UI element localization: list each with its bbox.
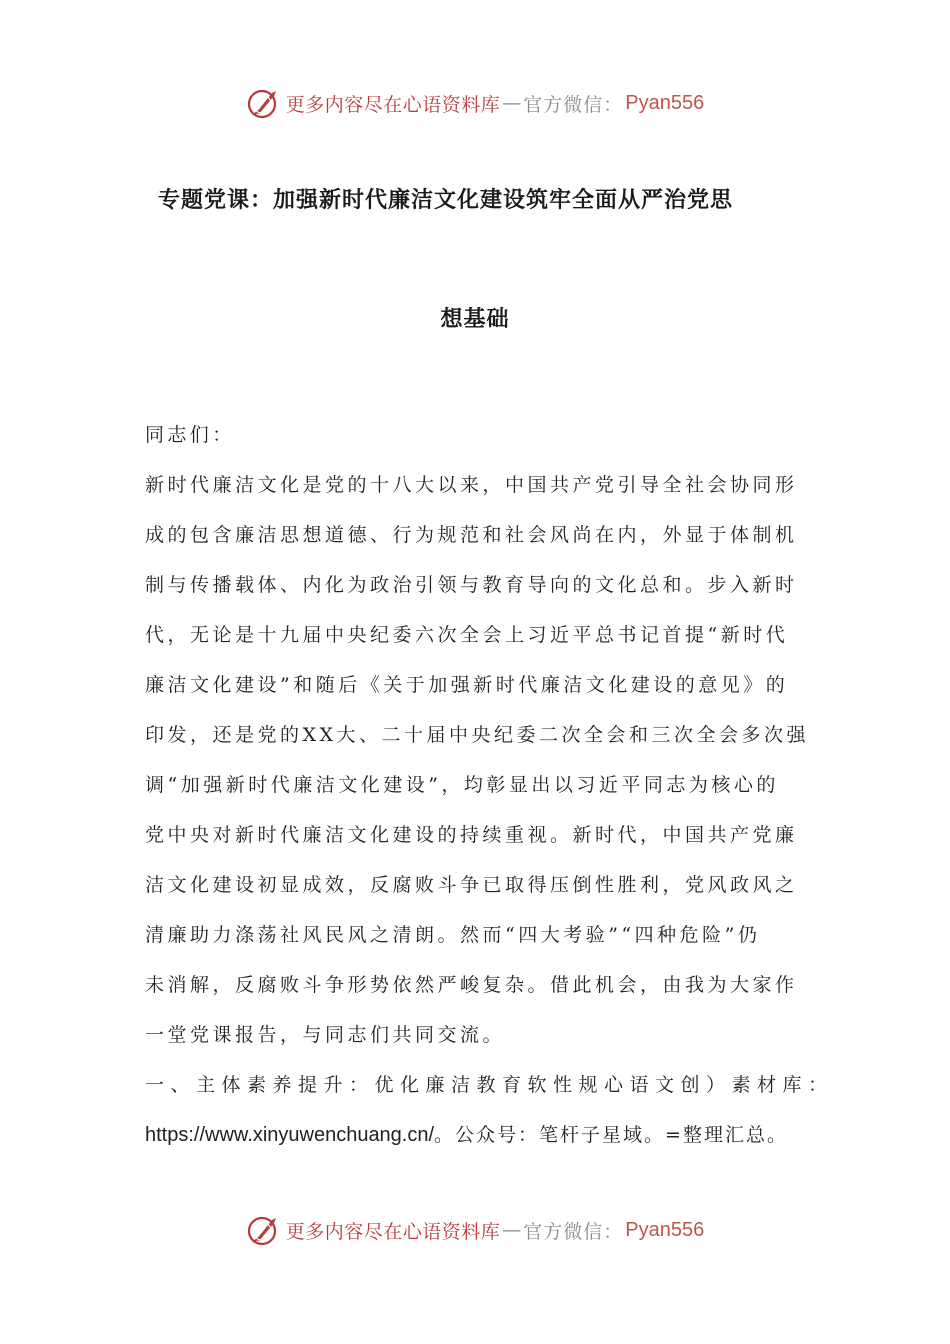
paragraph-line: 调“加强新时代廉洁文化建设”，均彰显出以习近平同志为核心的 xyxy=(145,774,779,796)
watermark-wechat-id: Pyan556 xyxy=(625,91,705,114)
paragraph-line: 洁文化建设初显成效，反腐败斗争已取得压倒性胜利，党风政风之 xyxy=(145,874,798,896)
watermark-dash: — xyxy=(502,1219,522,1241)
greeting: 同志们： xyxy=(145,424,235,446)
watermark-official-label: 官方微信： xyxy=(523,93,624,116)
bottom-watermark-banner xyxy=(0,1210,950,1250)
section-heading: 一、主体素养提升：优化廉洁教育软性规心语文创）素材库： xyxy=(145,1074,834,1096)
paragraph-line: 党中央对新时代廉洁文化建设的持续重视。新时代，中国共产党廉 xyxy=(145,824,798,846)
url-line xyxy=(145,1120,788,1147)
watermark-brand-text: 更多内容尽在心语资料库 xyxy=(285,1220,501,1243)
paragraph-line: 印发，还是党的XX大、二十届中央纪委二次全会和三次全会多次强 xyxy=(145,724,810,746)
paragraph-line: 未消解，反腐败斗争形势依然严峻复杂。借此机会，由我为大家作 xyxy=(145,974,798,996)
watermark-official-label: 官方微信： xyxy=(523,1220,624,1243)
paragraph-line: 廉洁文化建设”和随后《关于加强新时代廉洁文化建设的意见》的 xyxy=(145,674,789,696)
quill-pen-logo-icon xyxy=(246,85,282,121)
document-title-line-2: 想基础 xyxy=(440,307,510,332)
document-title-line-1: 专题党课：加强新时代廉洁文化建设筑牢全面从严治党思 xyxy=(158,188,734,213)
watermark-wechat-id: Pyan556 xyxy=(625,1218,705,1241)
paragraph-line: 新时代廉洁文化是党的十八大以来，中国共产党引导全社会协同形 xyxy=(145,474,798,496)
paragraph-line: 代，无论是十九届中央纪委六次全会上习近平总书记首提“新时代 xyxy=(145,624,789,646)
paragraph-line: 清廉助力涤荡社风民风之清朗。然而“四大考验”“四种危险”仍 xyxy=(145,924,761,946)
top-watermark-banner xyxy=(0,83,950,123)
url-suffix: 。公众号：笔杆子星域。=整理汇总。 xyxy=(434,1124,788,1146)
quill-pen-logo-icon xyxy=(246,1212,282,1248)
watermark-brand-text: 更多内容尽在心语资料库 xyxy=(285,93,501,116)
paragraph-line: 制与传播载体、内化为政治引领与教育导向的文化总和。步入新时 xyxy=(145,574,798,596)
watermark-dash: — xyxy=(502,92,522,114)
resource-link[interactable]: https://www.xinyuwenchuang.cn/ xyxy=(145,1124,435,1146)
paragraph-line: 成的包含廉洁思想道德、行为规范和社会风尚在内，外显于体制机 xyxy=(145,524,798,546)
paragraph-line: 一堂党课报告，与同志们共同交流。 xyxy=(145,1024,506,1046)
